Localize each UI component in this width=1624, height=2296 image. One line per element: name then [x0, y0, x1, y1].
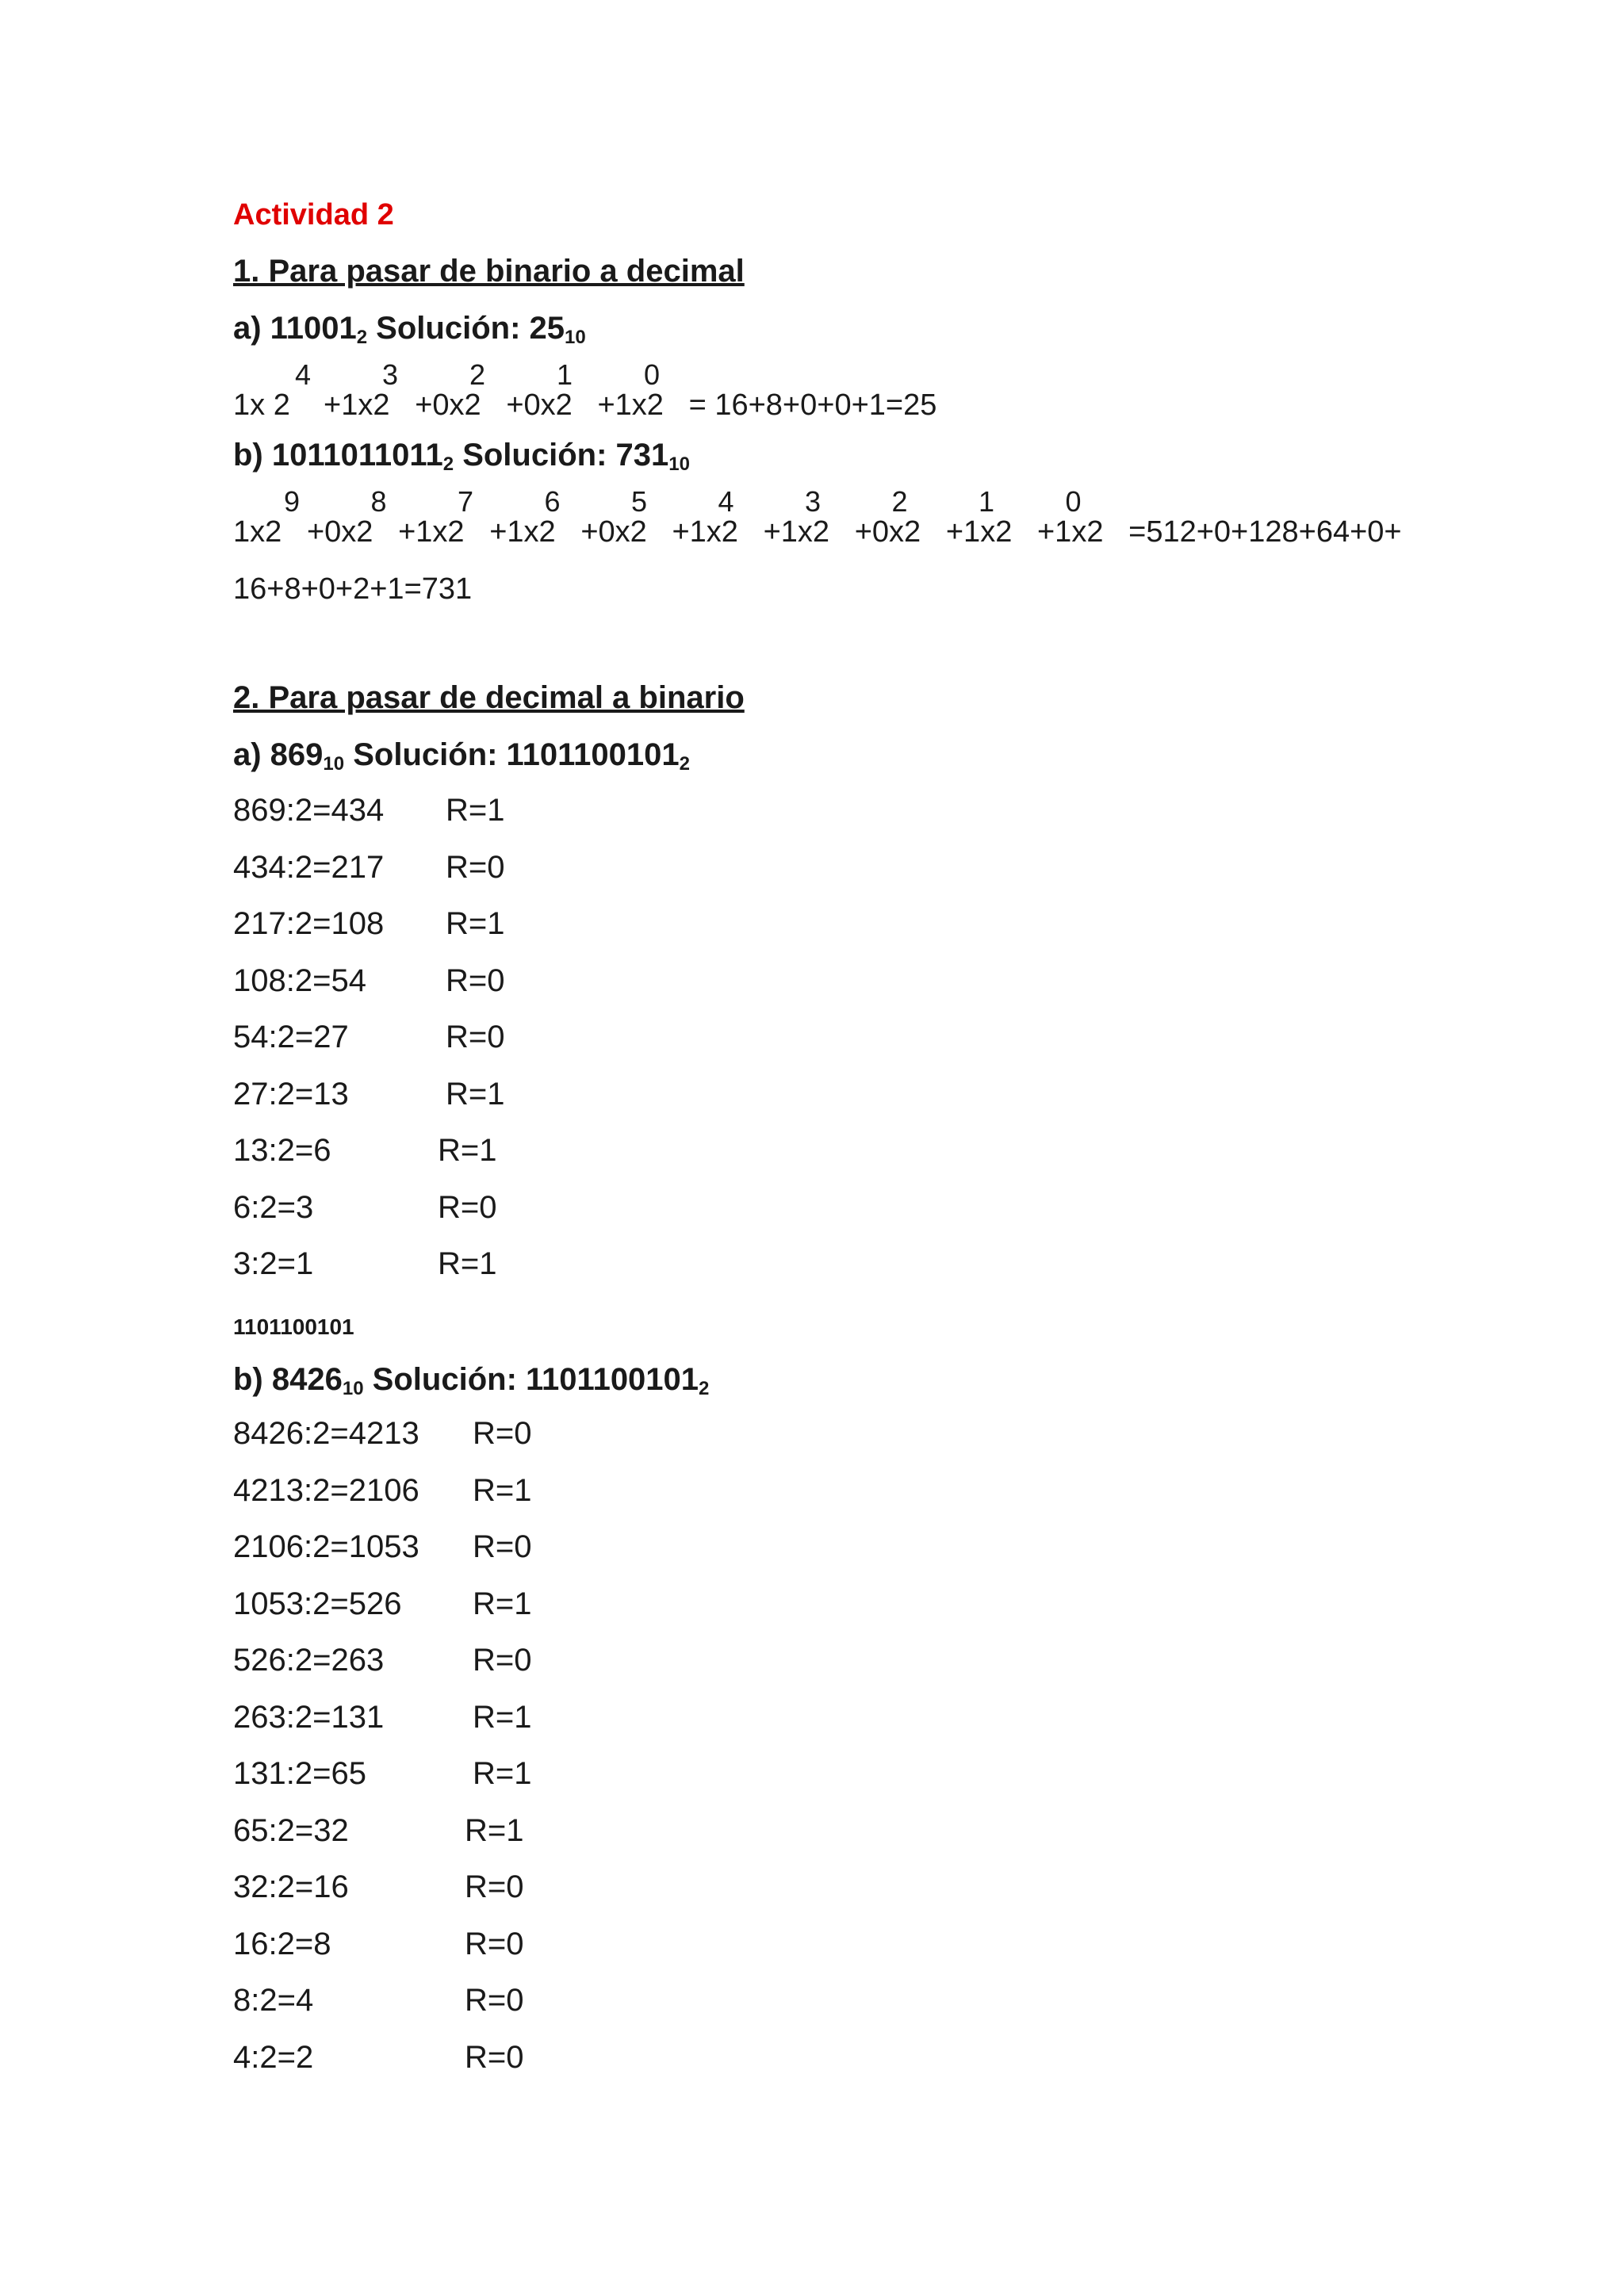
remainder: R=1 — [473, 1472, 532, 1508]
section1-item-a — [233, 311, 586, 349]
division-row — [233, 1472, 532, 1509]
exponent: 0 — [644, 358, 661, 391]
remainder: R=0 — [473, 1416, 532, 1451]
division-row — [233, 849, 505, 886]
remainder: R=1 — [438, 1246, 497, 1281]
remainder: R=0 — [438, 1189, 497, 1225]
section1-heading: 1. Para pasar de binario a decimal — [233, 254, 745, 289]
remainder: R=1 — [446, 906, 505, 941]
exponents-row-b — [0, 485, 1624, 517]
division-expression: 27:2=13 — [233, 1076, 349, 1112]
division-expression: 32:2=16 — [233, 1869, 349, 1904]
division-row — [233, 793, 505, 828]
division-expression: 131:2=65 — [233, 1756, 366, 1791]
division-row — [233, 1699, 532, 1735]
item-label: b) 8426 — [233, 1362, 343, 1397]
remainder: R=1 — [438, 1133, 497, 1168]
base-in: 10 — [323, 753, 345, 775]
remainder: R=1 — [446, 793, 505, 828]
division-expression: 6:2=3 — [233, 1189, 314, 1225]
division-expression: 2106:2=1053 — [233, 1529, 419, 1564]
remainder: R=1 — [473, 1586, 532, 1621]
division-row — [233, 906, 505, 942]
exponent: 4 — [295, 358, 312, 391]
remainder: R=0 — [465, 1869, 524, 1904]
exponent: 3 — [805, 485, 822, 518]
exponent: 3 — [382, 358, 399, 391]
exponent: 6 — [544, 485, 561, 518]
division-expression: 4213:2=2106 — [233, 1472, 419, 1508]
division-expression: 108:2=54 — [233, 962, 366, 998]
division-expression: 3:2=1 — [233, 1246, 314, 1281]
remainder: R=1 — [446, 1076, 505, 1112]
section2-item-b — [233, 1362, 709, 1400]
exponent: 1 — [557, 358, 573, 391]
remainder: R=1 — [465, 1812, 524, 1848]
remainder: R=0 — [465, 1983, 524, 2018]
exponent: 4 — [718, 485, 734, 518]
division-row — [233, 1189, 497, 1226]
result-a: 1101100101 — [233, 1314, 354, 1339]
division-row — [233, 962, 505, 999]
base-out: 10 — [565, 327, 586, 348]
division-row — [233, 1983, 524, 2019]
division-expression: 54:2=27 — [233, 1020, 349, 1054]
division-row — [233, 1529, 532, 1565]
section2-item-a — [233, 737, 690, 775]
base-in: 10 — [342, 1378, 364, 1399]
base-out: 2 — [679, 753, 690, 775]
division-row — [233, 1246, 497, 1282]
division-expression: 4:2=2 — [233, 2039, 314, 2075]
division-row — [233, 1133, 497, 1169]
exponent: 9 — [284, 485, 301, 518]
exponent: 2 — [891, 485, 908, 518]
base-in: 2 — [442, 453, 454, 475]
remainder: R=0 — [446, 962, 505, 998]
expression-a: 1x 2 +1x2 +0x2 +0x2 +1x2 = 16+8+0+0+1=25 — [233, 388, 937, 422]
division-expression: 16:2=8 — [233, 1926, 331, 1961]
division-expression: 869:2=434 — [233, 793, 385, 828]
division-row — [233, 2039, 524, 2076]
division-row — [233, 1020, 505, 1055]
item-label: a) 11001 — [233, 311, 357, 346]
exponent: 7 — [458, 485, 474, 518]
division-expression: 434:2=217 — [233, 849, 385, 885]
remainder: R=0 — [473, 1529, 532, 1564]
remainder: R=0 — [446, 1020, 505, 1054]
division-row — [233, 1643, 532, 1678]
expression-b: 1x2 +0x2 +1x2 +1x2 +0x2 +1x2 +1x2 +0x2 +1x2 +1x2 =512+0+128+64+0+ — [233, 515, 1402, 549]
division-row — [233, 1812, 524, 1849]
division-expression: 526:2=263 — [233, 1643, 385, 1678]
section1-item-b — [233, 438, 690, 476]
division-expression: 65:2=32 — [233, 1812, 349, 1848]
division-expression: 8426:2=4213 — [233, 1416, 419, 1451]
item-label: a) 869 — [233, 737, 324, 772]
exponents-row-a — [0, 358, 1624, 390]
division-expression: 217:2=108 — [233, 906, 385, 941]
remainder: R=0 — [446, 849, 505, 885]
solution-label: Solución: 25 — [367, 311, 565, 346]
exponent: 8 — [370, 485, 387, 518]
division-expression: 1053:2=526 — [233, 1586, 402, 1621]
expression-b-continuation: 16+8+0+2+1=731 — [233, 572, 473, 606]
division-expression: 8:2=4 — [233, 1983, 314, 2018]
solution-label: Solución: 1101100101 — [363, 1362, 699, 1397]
base-out: 10 — [668, 453, 690, 475]
remainder: R=1 — [473, 1756, 532, 1791]
division-row — [233, 1869, 524, 1905]
division-row — [233, 1076, 505, 1112]
base-out: 2 — [699, 1378, 710, 1399]
division-expression: 13:2=6 — [233, 1133, 331, 1168]
exponent: 0 — [1065, 485, 1082, 518]
solution-label: Solución: 1101100101 — [344, 737, 680, 772]
section2-heading: 2. Para pasar de decimal a binario — [233, 680, 745, 715]
division-row — [233, 1586, 532, 1622]
remainder: R=0 — [465, 2039, 524, 2075]
division-expression: 263:2=131 — [233, 1699, 385, 1735]
division-row — [233, 1756, 532, 1792]
item-label: b) 1011011011 — [233, 438, 443, 473]
remainder: R=0 — [473, 1643, 532, 1678]
division-row — [233, 1926, 524, 1962]
base-in: 2 — [356, 327, 368, 348]
exponent: 2 — [469, 358, 486, 391]
remainder: R=1 — [473, 1699, 532, 1735]
division-row — [233, 1416, 532, 1452]
exponent: 5 — [631, 485, 648, 518]
exponent: 1 — [979, 485, 995, 518]
page-title: Actividad 2 — [233, 198, 394, 232]
remainder: R=0 — [465, 1926, 524, 1961]
solution-label: Solución: 731 — [454, 438, 669, 473]
